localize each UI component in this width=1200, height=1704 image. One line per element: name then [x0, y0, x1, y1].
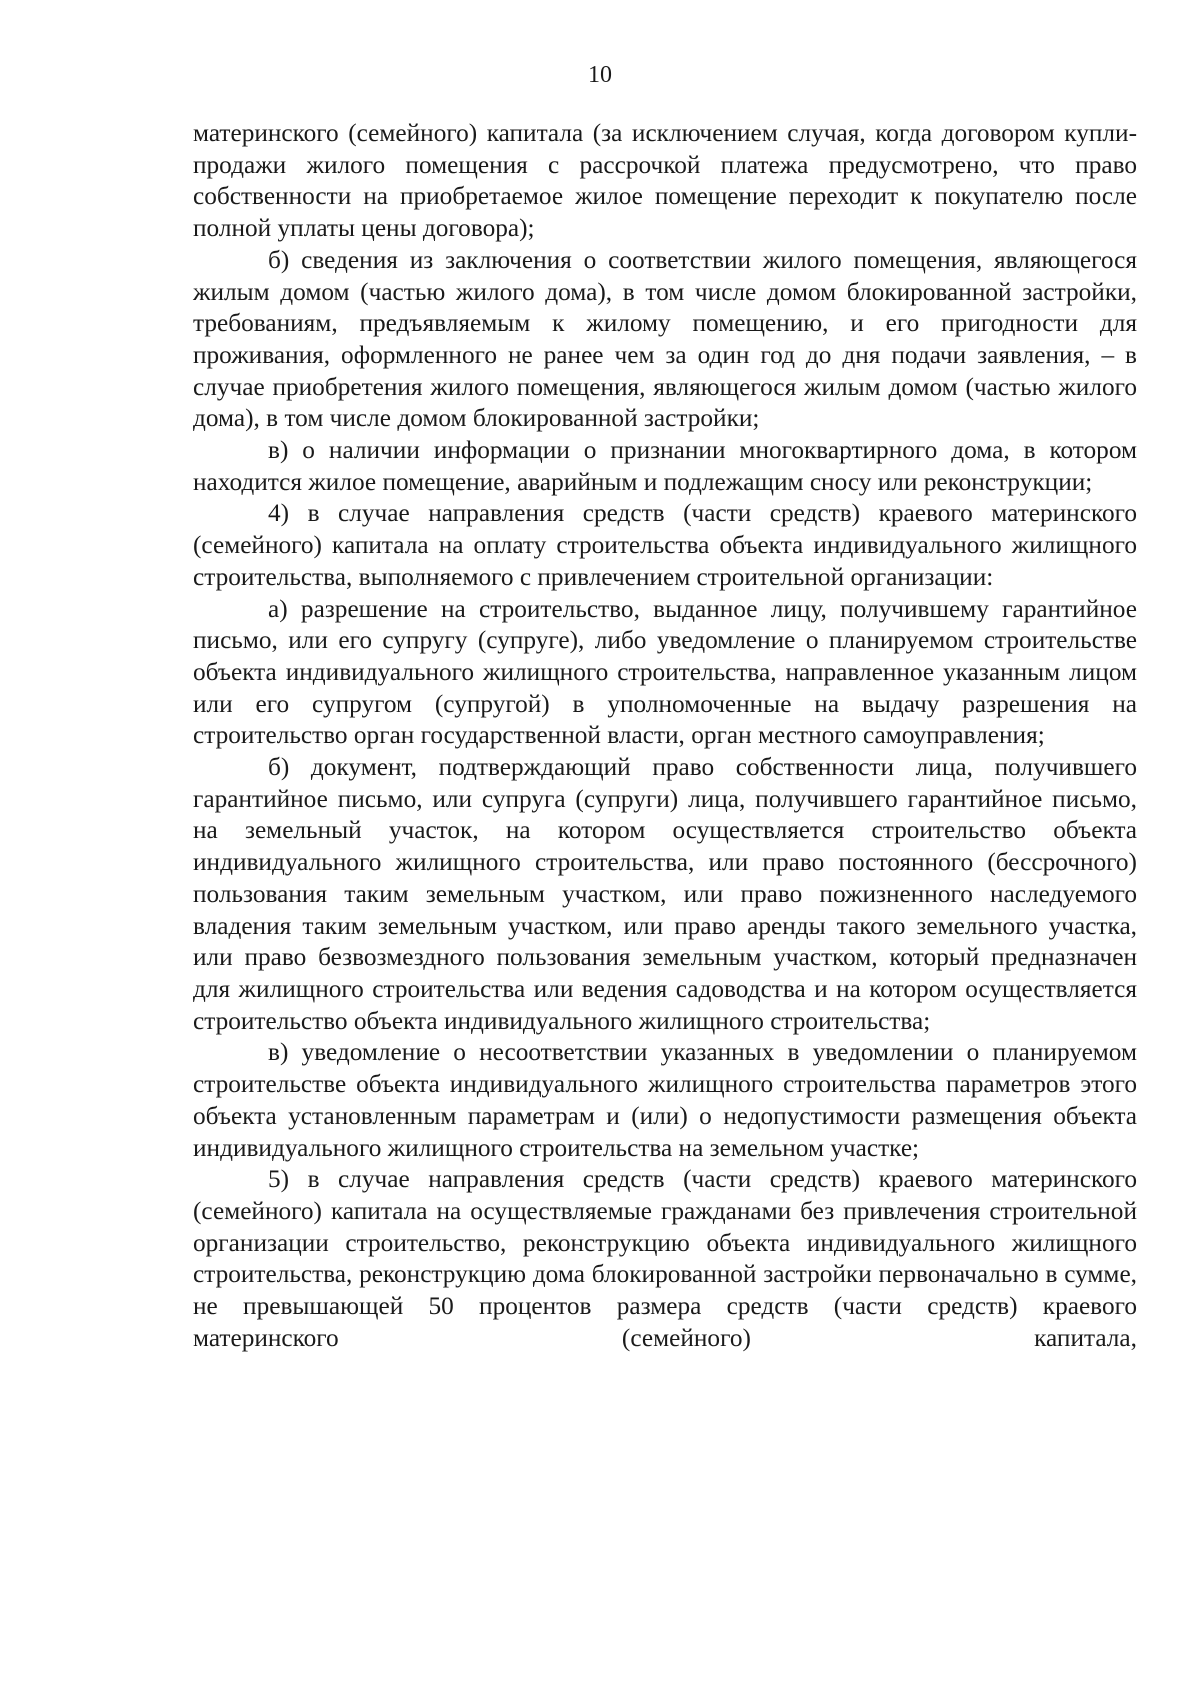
- document-body: [193, 118, 1137, 1354]
- paragraph-4v: в) уведомление о несоответствии указанных в уведомлении о планируемом строительстве объекта индивидуального жилищного строительства параметров этого объекта установленным параметрам и (или) о недопустимости размещения объекта индивидуального жилищного строительства на земельном участке;: [193, 1038, 1137, 1162]
- paragraph-continuation: материнского (семейного) капитала (за исключением случая, когда договором купли-продажи жилого помещения с рассрочкой платежа предусмотрено, что право собственности на приобретаемое жилое помещение переходит к покупателю после полной уплаты цены договора);: [193, 119, 1137, 243]
- paragraph-5: 5) в случае направления средств (части средств) краевого материнского (семейного) капитала на осуществляемые гражданами без привлечения строительной организации строительство, реконструкцию объекта индивидуального жилищного строительства, реконструкцию дома блокированной застройки первоначально в сумме, не превышающей 50 процентов размера средств (части средств) краевого материнского (семейного) капитала,: [193, 1165, 1137, 1352]
- paragraph-4b: б) документ, подтверждающий право собственности лица, получившего гарантийное письмо, или супруга (супруги) лица, получившего гарантийное письмо, на земельный участок, на котором осуществляется строительство объекта индивидуального жилищного строительства, или право постоянного (бессрочного) пользования таким земельным участком, или право пожизненного наследуемого владения таким земельным участком, или право аренды такого земельного участка, или право безвозмездного пользования земельным участком, который предназначен для жилищного строительства или ведения садоводства и на котором осуществляется строительство объекта индивидуального жилищного строительства;: [193, 753, 1137, 1035]
- page-number: 10: [588, 62, 612, 88]
- paragraph-4: 4) в случае направления средств (части средств) краевого материнского (семейного) капитала на оплату строительства объекта индивидуального жилищного строительства, выполняемого с привлечением строительной организации:: [193, 499, 1137, 591]
- paragraph-3b: б) сведения из заключения о соответствии жилого помещения, являющегося жилым домом (частью жилого дома), в том числе домом блокированной застройки, требованиям, предъявляемым к жилому помещению, и его пригодности для проживания, оформленного не ранее чем за один год до дня подачи заявления, – в случае приобретения жилого помещения, являющегося жилым домом (частью жилого дома), в том числе домом блокированной застройки;: [193, 245, 1137, 433]
- paragraph-3v: в) о наличии информации о признании многоквартирного дома, в котором находится жилое помещение, аварийным и подлежащим сносу или реконструкции;: [193, 436, 1137, 496]
- paragraph-4a: а) разрешение на строительство, выданное лицу, получившему гарантийное письмо, или его супругу (супруге), либо уведомление о планируемом строительстве объекта индивидуального жилищного строительства, направленное указанным лицом или его супругом (супругой) в уполномоченные на выдачу разрешения на строительство орган государственной власти, орган местного самоуправления;: [193, 594, 1137, 750]
